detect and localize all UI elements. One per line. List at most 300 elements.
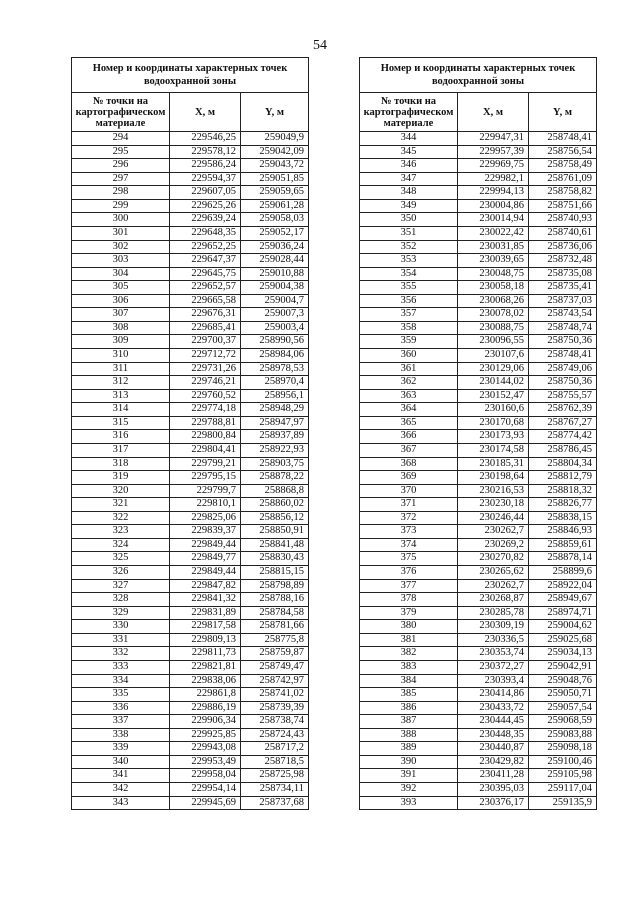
table-row <box>72 633 309 647</box>
x-coordinate-cell: 229804,41 <box>170 443 241 457</box>
point-number-cell: 332 <box>72 647 170 661</box>
y-coordinate-cell: 258748,41 <box>529 349 597 363</box>
x-coordinate-cell: 229594,37 <box>170 172 241 186</box>
point-number-cell: 333 <box>72 660 170 674</box>
y-coordinate-cell: 258815,15 <box>241 566 309 580</box>
table-row <box>72 701 309 715</box>
y-coordinate-cell: 258784,58 <box>241 606 309 620</box>
x-coordinate-cell: 229841,32 <box>170 593 241 607</box>
table-row <box>360 172 597 186</box>
y-coordinate-cell: 259049,9 <box>241 132 309 146</box>
x-coordinate-cell: 229831,89 <box>170 606 241 620</box>
point-number-cell: 335 <box>72 688 170 702</box>
x-coordinate-cell: 229648,35 <box>170 226 241 240</box>
point-number-cell: 309 <box>72 335 170 349</box>
x-coordinate-cell: 229821,81 <box>170 660 241 674</box>
y-coordinate-cell: 259048,76 <box>529 674 597 688</box>
table-row <box>360 755 597 769</box>
point-number-cell: 369 <box>360 471 458 485</box>
point-number-cell: 351 <box>360 226 458 240</box>
x-coordinate-cell: 230174,58 <box>458 443 529 457</box>
x-coordinate-cell: 230014,94 <box>458 213 529 227</box>
y-coordinate-cell: 258774,42 <box>529 430 597 444</box>
point-number-cell: 360 <box>360 349 458 363</box>
table-row <box>72 728 309 742</box>
table-row <box>360 349 597 363</box>
table-row <box>360 552 597 566</box>
point-number-cell: 383 <box>360 660 458 674</box>
x-coordinate-cell: 229861,8 <box>170 688 241 702</box>
table-row <box>360 715 597 729</box>
point-number-cell: 301 <box>72 226 170 240</box>
table-row <box>72 457 309 471</box>
x-coordinate-cell: 230144,02 <box>458 376 529 390</box>
x-coordinate-cell: 229774,18 <box>170 403 241 417</box>
table-row <box>72 294 309 308</box>
table-row <box>72 620 309 634</box>
y-coordinate-cell: 258899,6 <box>529 566 597 580</box>
table-row <box>360 620 597 634</box>
header-y: Y, м <box>529 93 597 132</box>
table-row <box>360 254 597 268</box>
y-coordinate-cell: 258743,54 <box>529 308 597 322</box>
x-coordinate-cell: 230268,87 <box>458 593 529 607</box>
y-coordinate-cell: 258922,93 <box>241 443 309 457</box>
x-coordinate-cell: 230395,03 <box>458 783 529 797</box>
x-coordinate-cell: 230216,53 <box>458 484 529 498</box>
point-number-cell: 327 <box>72 579 170 593</box>
y-coordinate-cell: 259003,4 <box>241 321 309 335</box>
point-number-cell: 355 <box>360 281 458 295</box>
table-row <box>360 674 597 688</box>
coordinates-table-right <box>359 57 597 810</box>
table-row <box>72 796 309 810</box>
point-number-cell: 323 <box>72 525 170 539</box>
x-coordinate-cell: 229817,58 <box>170 620 241 634</box>
table-row <box>360 566 597 580</box>
point-number-cell: 324 <box>72 538 170 552</box>
point-number-cell: 325 <box>72 552 170 566</box>
y-coordinate-cell: 258856,12 <box>241 511 309 525</box>
point-number-cell: 342 <box>72 783 170 797</box>
point-number-cell: 382 <box>360 647 458 661</box>
table-row <box>360 145 597 159</box>
point-number-cell: 391 <box>360 769 458 783</box>
y-coordinate-cell: 259135,9 <box>529 796 597 810</box>
x-coordinate-cell: 229839,37 <box>170 525 241 539</box>
table-row <box>72 254 309 268</box>
x-coordinate-cell: 230285,78 <box>458 606 529 620</box>
table-row <box>360 688 597 702</box>
y-coordinate-cell: 258978,53 <box>241 362 309 376</box>
point-number-cell: 359 <box>360 335 458 349</box>
table-row <box>72 389 309 403</box>
point-number-cell: 328 <box>72 593 170 607</box>
table-row <box>72 267 309 281</box>
point-number-cell: 299 <box>72 199 170 213</box>
point-number-cell: 297 <box>72 172 170 186</box>
table-row <box>360 281 597 295</box>
point-number-cell: 377 <box>360 579 458 593</box>
y-coordinate-cell: 258737,68 <box>241 796 309 810</box>
x-coordinate-cell: 229685,41 <box>170 321 241 335</box>
y-coordinate-cell: 259004,7 <box>241 294 309 308</box>
x-coordinate-cell: 229586,24 <box>170 159 241 173</box>
table-row <box>360 606 597 620</box>
point-number-cell: 330 <box>72 620 170 634</box>
point-number-cell: 356 <box>360 294 458 308</box>
y-coordinate-cell: 258948,29 <box>241 403 309 417</box>
point-number-cell: 364 <box>360 403 458 417</box>
point-number-cell: 367 <box>360 443 458 457</box>
point-number-cell: 346 <box>360 159 458 173</box>
point-number-cell: 388 <box>360 728 458 742</box>
y-coordinate-cell: 259059,65 <box>241 186 309 200</box>
x-coordinate-cell: 229799,21 <box>170 457 241 471</box>
point-number-cell: 358 <box>360 321 458 335</box>
point-number-cell: 305 <box>72 281 170 295</box>
table-row <box>72 660 309 674</box>
y-coordinate-cell: 258740,93 <box>529 213 597 227</box>
y-coordinate-cell: 259034,13 <box>529 647 597 661</box>
table-row <box>72 498 309 512</box>
header-x: X, м <box>170 93 241 132</box>
table-row <box>72 769 309 783</box>
point-number-cell: 350 <box>360 213 458 227</box>
point-number-cell: 366 <box>360 430 458 444</box>
y-coordinate-cell: 258812,79 <box>529 471 597 485</box>
x-coordinate-cell: 229969,75 <box>458 159 529 173</box>
table-row <box>72 566 309 580</box>
x-coordinate-cell: 229810,1 <box>170 498 241 512</box>
table-row <box>72 376 309 390</box>
header-y: Y, м <box>241 93 309 132</box>
x-coordinate-cell: 229825,06 <box>170 511 241 525</box>
y-coordinate-cell: 258751,66 <box>529 199 597 213</box>
y-coordinate-cell: 259083,88 <box>529 728 597 742</box>
x-coordinate-cell: 230433,72 <box>458 701 529 715</box>
point-number-cell: 352 <box>360 240 458 254</box>
table-row <box>360 294 597 308</box>
point-number-cell: 357 <box>360 308 458 322</box>
table-row <box>72 199 309 213</box>
table-row <box>72 145 309 159</box>
x-coordinate-cell: 229665,58 <box>170 294 241 308</box>
y-coordinate-cell: 258878,22 <box>241 471 309 485</box>
y-coordinate-cell: 258767,27 <box>529 416 597 430</box>
x-coordinate-cell: 229645,75 <box>170 267 241 281</box>
x-coordinate-cell: 229578,12 <box>170 145 241 159</box>
x-coordinate-cell: 229625,26 <box>170 199 241 213</box>
table-row <box>360 457 597 471</box>
table-row <box>360 159 597 173</box>
x-coordinate-cell: 230270,82 <box>458 552 529 566</box>
y-coordinate-cell: 258868,8 <box>241 484 309 498</box>
x-coordinate-cell: 230107,6 <box>458 349 529 363</box>
x-coordinate-cell: 230058,18 <box>458 281 529 295</box>
table-row <box>72 688 309 702</box>
y-coordinate-cell: 258741,02 <box>241 688 309 702</box>
point-number-cell: 339 <box>72 742 170 756</box>
y-coordinate-cell: 258749,06 <box>529 362 597 376</box>
y-coordinate-cell: 259007,3 <box>241 308 309 322</box>
table-row <box>360 728 597 742</box>
x-coordinate-cell: 230246,44 <box>458 511 529 525</box>
y-coordinate-cell: 259042,91 <box>529 660 597 674</box>
table-row <box>360 267 597 281</box>
x-coordinate-cell: 229800,84 <box>170 430 241 444</box>
point-number-cell: 368 <box>360 457 458 471</box>
y-coordinate-cell: 258838,15 <box>529 511 597 525</box>
table-row <box>72 783 309 797</box>
table-row <box>72 552 309 566</box>
point-number-cell: 306 <box>72 294 170 308</box>
x-coordinate-cell: 230230,18 <box>458 498 529 512</box>
y-coordinate-cell: 258984,06 <box>241 349 309 363</box>
point-number-cell: 344 <box>360 132 458 146</box>
y-coordinate-cell: 258860,02 <box>241 498 309 512</box>
table-row <box>360 498 597 512</box>
x-coordinate-cell: 229652,57 <box>170 281 241 295</box>
x-coordinate-cell: 229788,81 <box>170 416 241 430</box>
table-row <box>72 471 309 485</box>
x-coordinate-cell: 229676,31 <box>170 308 241 322</box>
y-coordinate-cell: 259068,59 <box>529 715 597 729</box>
point-number-cell: 381 <box>360 633 458 647</box>
point-number-cell: 348 <box>360 186 458 200</box>
x-coordinate-cell: 230160,6 <box>458 403 529 417</box>
point-number-cell: 387 <box>360 715 458 729</box>
table-title: Номер и координаты характерных точек водоохранной зоны <box>72 58 309 93</box>
y-coordinate-cell: 258974,71 <box>529 606 597 620</box>
point-number-cell: 389 <box>360 742 458 756</box>
x-coordinate-cell: 229639,24 <box>170 213 241 227</box>
table-title: Номер и координаты характерных точек водоохранной зоны <box>360 58 597 93</box>
table-row <box>360 308 597 322</box>
point-number-cell: 302 <box>72 240 170 254</box>
table-row <box>360 525 597 539</box>
x-coordinate-cell: 230068,26 <box>458 294 529 308</box>
x-coordinate-cell: 229811,73 <box>170 647 241 661</box>
table-row <box>72 443 309 457</box>
y-coordinate-cell: 258734,11 <box>241 783 309 797</box>
x-coordinate-cell: 230004,86 <box>458 199 529 213</box>
x-coordinate-cell: 230262,7 <box>458 579 529 593</box>
point-number-cell: 296 <box>72 159 170 173</box>
table-row <box>72 159 309 173</box>
y-coordinate-cell: 258749,47 <box>241 660 309 674</box>
y-coordinate-cell: 259098,18 <box>529 742 597 756</box>
point-number-cell: 319 <box>72 471 170 485</box>
point-number-cell: 329 <box>72 606 170 620</box>
point-number-cell: 318 <box>72 457 170 471</box>
x-coordinate-cell: 230031,85 <box>458 240 529 254</box>
point-number-cell: 341 <box>72 769 170 783</box>
table-row <box>72 321 309 335</box>
y-coordinate-cell: 258732,48 <box>529 254 597 268</box>
x-coordinate-cell: 229838,06 <box>170 674 241 688</box>
y-coordinate-cell: 258786,45 <box>529 443 597 457</box>
x-coordinate-cell: 230376,17 <box>458 796 529 810</box>
y-coordinate-cell: 258735,08 <box>529 267 597 281</box>
table-row <box>360 389 597 403</box>
y-coordinate-cell: 258830,43 <box>241 552 309 566</box>
point-number-cell: 365 <box>360 416 458 430</box>
point-number-cell: 362 <box>360 376 458 390</box>
table-row <box>360 443 597 457</box>
table-row <box>360 471 597 485</box>
y-coordinate-cell: 258750,36 <box>529 376 597 390</box>
y-coordinate-cell: 258742,97 <box>241 674 309 688</box>
header-point-number: № точки на картографическом материале <box>72 93 170 132</box>
x-coordinate-cell: 230096,55 <box>458 335 529 349</box>
y-coordinate-cell: 258758,49 <box>529 159 597 173</box>
table-row <box>72 308 309 322</box>
x-coordinate-cell: 230185,31 <box>458 457 529 471</box>
y-coordinate-cell: 258736,06 <box>529 240 597 254</box>
x-coordinate-cell: 230262,7 <box>458 525 529 539</box>
point-number-cell: 314 <box>72 403 170 417</box>
x-coordinate-cell: 229847,82 <box>170 579 241 593</box>
point-number-cell: 361 <box>360 362 458 376</box>
table-row <box>72 742 309 756</box>
table-row <box>360 335 597 349</box>
x-coordinate-cell: 230198,64 <box>458 471 529 485</box>
y-coordinate-cell: 258718,5 <box>241 755 309 769</box>
y-coordinate-cell: 258804,34 <box>529 457 597 471</box>
x-coordinate-cell: 230372,27 <box>458 660 529 674</box>
x-coordinate-cell: 229546,25 <box>170 132 241 146</box>
table-row <box>360 660 597 674</box>
point-number-cell: 371 <box>360 498 458 512</box>
y-coordinate-cell: 258725,98 <box>241 769 309 783</box>
x-coordinate-cell: 230022,42 <box>458 226 529 240</box>
table-row <box>72 349 309 363</box>
table-row <box>72 674 309 688</box>
table-row <box>360 796 597 810</box>
table-row <box>72 525 309 539</box>
point-number-cell: 322 <box>72 511 170 525</box>
point-number-cell: 300 <box>72 213 170 227</box>
point-number-cell: 375 <box>360 552 458 566</box>
y-coordinate-cell: 258903,75 <box>241 457 309 471</box>
y-coordinate-cell: 258748,41 <box>529 132 597 146</box>
x-coordinate-cell: 229712,72 <box>170 349 241 363</box>
y-coordinate-cell: 259061,28 <box>241 199 309 213</box>
point-number-cell: 345 <box>360 145 458 159</box>
point-number-cell: 386 <box>360 701 458 715</box>
y-coordinate-cell: 259042,09 <box>241 145 309 159</box>
y-coordinate-cell: 258798,89 <box>241 579 309 593</box>
y-coordinate-cell: 259051,85 <box>241 172 309 186</box>
table-row <box>72 430 309 444</box>
point-number-cell: 315 <box>72 416 170 430</box>
point-number-cell: 298 <box>72 186 170 200</box>
x-coordinate-cell: 230448,35 <box>458 728 529 742</box>
table-row <box>72 416 309 430</box>
table-row <box>72 538 309 552</box>
point-number-cell: 347 <box>360 172 458 186</box>
point-number-cell: 385 <box>360 688 458 702</box>
y-coordinate-cell: 258761,09 <box>529 172 597 186</box>
table-row <box>360 240 597 254</box>
x-coordinate-cell: 229958,04 <box>170 769 241 783</box>
x-coordinate-cell: 229799,7 <box>170 484 241 498</box>
table-row <box>360 701 597 715</box>
point-number-cell: 340 <box>72 755 170 769</box>
y-coordinate-cell: 258735,41 <box>529 281 597 295</box>
point-number-cell: 354 <box>360 267 458 281</box>
table-row <box>72 186 309 200</box>
table-row <box>72 593 309 607</box>
x-coordinate-cell: 229906,34 <box>170 715 241 729</box>
y-coordinate-cell: 259052,17 <box>241 226 309 240</box>
y-coordinate-cell: 258758,82 <box>529 186 597 200</box>
point-number-cell: 363 <box>360 389 458 403</box>
x-coordinate-cell: 230309,19 <box>458 620 529 634</box>
point-number-cell: 370 <box>360 484 458 498</box>
table-row <box>360 783 597 797</box>
point-number-cell: 336 <box>72 701 170 715</box>
point-number-cell: 304 <box>72 267 170 281</box>
x-coordinate-cell: 229982,1 <box>458 172 529 186</box>
y-coordinate-cell: 259050,71 <box>529 688 597 702</box>
table-row <box>360 538 597 552</box>
table-row <box>72 335 309 349</box>
table-row <box>360 403 597 417</box>
table-row <box>360 511 597 525</box>
y-coordinate-cell: 258878,14 <box>529 552 597 566</box>
x-coordinate-cell: 229700,37 <box>170 335 241 349</box>
point-number-cell: 311 <box>72 362 170 376</box>
table-row <box>72 403 309 417</box>
table-row <box>360 376 597 390</box>
y-coordinate-cell: 258947,97 <box>241 416 309 430</box>
x-coordinate-cell: 230429,82 <box>458 755 529 769</box>
x-coordinate-cell: 230152,47 <box>458 389 529 403</box>
x-coordinate-cell: 229945,69 <box>170 796 241 810</box>
x-coordinate-cell: 229954,14 <box>170 783 241 797</box>
table-row <box>360 416 597 430</box>
table-row <box>360 430 597 444</box>
y-coordinate-cell: 258956,1 <box>241 389 309 403</box>
table-row <box>360 647 597 661</box>
table-row <box>360 484 597 498</box>
x-coordinate-cell: 230393,4 <box>458 674 529 688</box>
point-number-cell: 338 <box>72 728 170 742</box>
point-number-cell: 317 <box>72 443 170 457</box>
table-row <box>72 240 309 254</box>
x-coordinate-cell: 229953,49 <box>170 755 241 769</box>
point-number-cell: 384 <box>360 674 458 688</box>
x-coordinate-cell: 230411,28 <box>458 769 529 783</box>
point-number-cell: 310 <box>72 349 170 363</box>
point-number-cell: 303 <box>72 254 170 268</box>
y-coordinate-cell: 258738,74 <box>241 715 309 729</box>
y-coordinate-cell: 258781,66 <box>241 620 309 634</box>
x-coordinate-cell: 229925,85 <box>170 728 241 742</box>
x-coordinate-cell: 230039,65 <box>458 254 529 268</box>
y-coordinate-cell: 259058,03 <box>241 213 309 227</box>
point-number-cell: 337 <box>72 715 170 729</box>
x-coordinate-cell: 229607,05 <box>170 186 241 200</box>
table-row <box>360 226 597 240</box>
table-row <box>72 579 309 593</box>
x-coordinate-cell: 229731,26 <box>170 362 241 376</box>
y-coordinate-cell: 259057,54 <box>529 701 597 715</box>
header-x: X, м <box>458 93 529 132</box>
table-row <box>360 769 597 783</box>
